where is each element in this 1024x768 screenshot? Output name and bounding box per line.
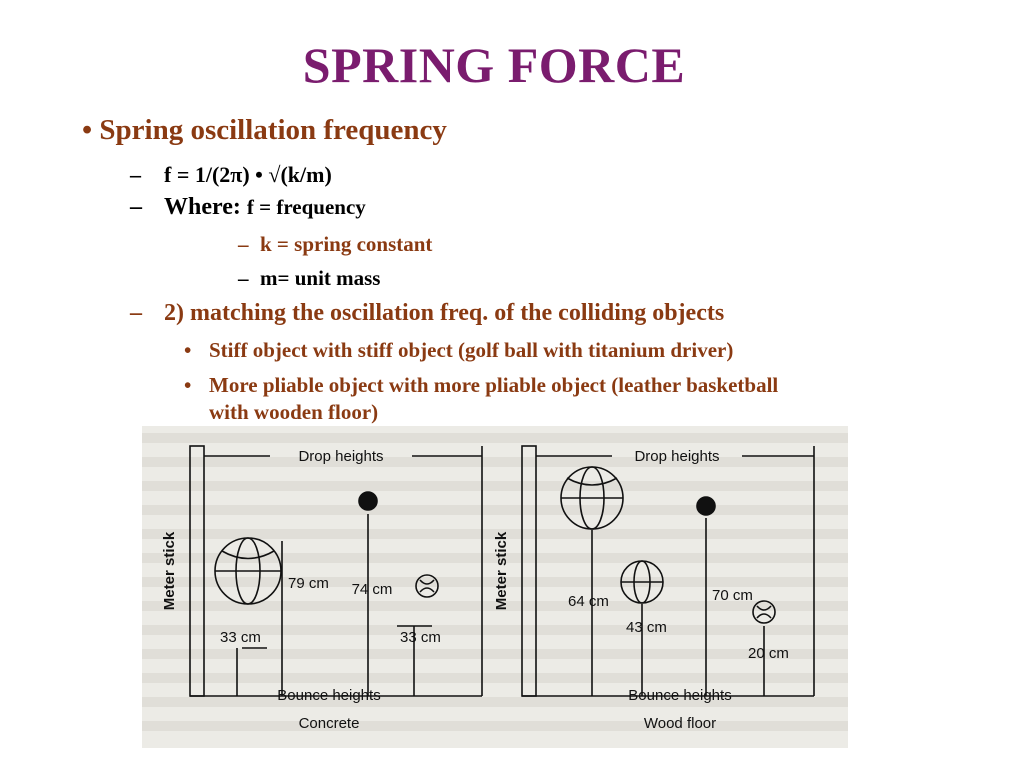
sub1-text: Stiff object with stiff object (golf ball with titanium driver) xyxy=(209,338,734,362)
meter-stick-label: Meter stick xyxy=(493,531,510,611)
dash: – xyxy=(238,266,249,290)
basketball-icon xyxy=(215,538,281,604)
sub2-line1: More pliable object with more pliable object (leather basketball xyxy=(209,373,779,397)
k-def: k = spring constant xyxy=(260,232,433,256)
drop-heights-label: Drop heights xyxy=(634,448,720,465)
dot: • xyxy=(184,373,192,397)
ball-height-label: 79 cm xyxy=(288,575,329,592)
formula: f = 1/(2π) • √(k/m) xyxy=(164,162,332,187)
surface-label: Concrete xyxy=(298,715,360,732)
formula-line xyxy=(130,162,332,188)
matching-text: 2) matching the oscillation freq. of the colliding objects xyxy=(164,300,725,326)
where-def: f = frequency xyxy=(246,195,366,219)
golf-ball-icon xyxy=(359,492,377,510)
golf-ball-icon xyxy=(697,497,715,515)
bounce-heights-label: Bounce heights xyxy=(277,687,381,704)
bounce-figure xyxy=(142,426,848,748)
bounce-heights-label: Bounce heights xyxy=(628,687,732,704)
dash: – xyxy=(238,232,249,256)
basketball-bounce-icon xyxy=(621,561,663,603)
bounce-diagram xyxy=(142,426,848,748)
where-label: Where: xyxy=(164,194,241,220)
surface-label: Wood floor xyxy=(643,715,717,732)
drop-heights-label: Drop heights xyxy=(298,448,384,465)
sub-bullet-pliable xyxy=(184,372,778,426)
golf-height-label: 70 cm xyxy=(712,587,753,604)
m-def-line xyxy=(238,266,380,291)
basketball-icon xyxy=(561,467,623,529)
sub2-line2: with wooden floor) xyxy=(209,400,379,424)
sub-bullet-stiff xyxy=(184,338,733,363)
bounce-height-label: 33 cm xyxy=(220,629,261,646)
page-title: SPRING FORCE xyxy=(302,37,686,93)
k-def-line xyxy=(238,232,432,257)
where-line xyxy=(130,194,366,221)
dash: – xyxy=(130,162,141,187)
dash: – xyxy=(130,194,142,220)
golf-height-label: 74 cm xyxy=(351,581,393,598)
matching-line xyxy=(130,300,724,327)
bounce-height-label: 33 cm xyxy=(400,629,441,646)
bounce-height-label: 43 cm xyxy=(626,619,667,636)
bounce-height-label: 20 cm xyxy=(748,645,789,662)
m-def: m= unit mass xyxy=(260,266,381,290)
dot: • xyxy=(184,338,192,362)
dash: – xyxy=(130,300,142,326)
ball-height-label: 64 cm xyxy=(568,593,609,610)
meter-stick-label: Meter stick xyxy=(161,531,178,611)
bullet-spring-oscillation: • Spring oscillation frequency xyxy=(82,114,447,146)
